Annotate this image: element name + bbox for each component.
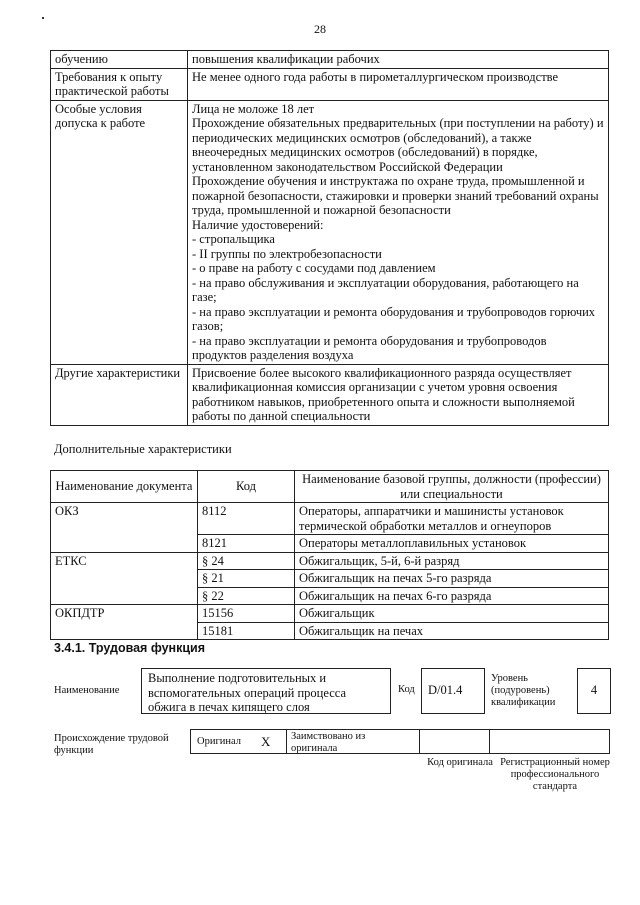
- additional-table: [50, 470, 609, 640]
- name-cell: Обжигальщик, 5-й, 6-й разряд: [295, 552, 609, 570]
- row-label: Особые условия допуска к работе: [51, 100, 188, 364]
- code-cell: § 24: [198, 552, 295, 570]
- row-label: обучению: [51, 51, 188, 69]
- original-code-caption: Код оригинала: [427, 757, 493, 768]
- original-code-cell: [420, 730, 490, 753]
- row-value: [188, 100, 609, 364]
- borrowed-label: Заимствовано из оригинала: [291, 731, 366, 754]
- value-line: Присвоение более высокого квалификационного разряда осуществляет квалификационная комиссия организации с учетом уровня освоения работником навыков, приобретенного опыта и сложности выполняемой работы по данной специальности: [192, 365, 575, 423]
- original-cell: [191, 730, 287, 753]
- header-name: Наименование базовой группы, должности (профессии) или специальности: [295, 471, 609, 503]
- additional-title: Дополнительные характеристики: [54, 442, 232, 456]
- value-line: - стропальщика: [192, 232, 275, 246]
- row-label: Требования к опыту практической работы: [51, 68, 188, 100]
- header-code: Код: [198, 471, 295, 503]
- name-cell: Обжигальщик на печах: [295, 622, 609, 640]
- table-row: [51, 605, 609, 623]
- value-line: - на право эксплуатации и ремонта оборудования и трубопроводов горючих газов;: [192, 304, 596, 333]
- code-cell: 15156: [198, 605, 295, 623]
- reg-number-caption: Регистрационный номер профессионального стандарта: [500, 757, 610, 792]
- table-row: [51, 552, 609, 570]
- borrowed-cell: [287, 730, 420, 753]
- name-cell: Обжигальщик на печах 6-го разряда: [295, 587, 609, 605]
- row-label: Другие характеристики: [51, 364, 188, 425]
- origin-label: Происхождение трудовой функции: [54, 733, 169, 756]
- origin-row: [190, 729, 610, 754]
- scan-speck: [42, 17, 44, 19]
- value-line: Не менее одного года работы в пирометаллургическом производстве: [192, 69, 559, 84]
- doc-cell: ЕТКС: [51, 552, 198, 605]
- value-line: - на право эксплуатации и ремонта оборудования и трубопроводов продуктов разделения воздуха: [192, 333, 547, 362]
- value-line: Наличие удостоверений:: [192, 217, 324, 232]
- section-title: 3.4.1. Трудовая функция: [54, 641, 206, 655]
- table-row: [51, 503, 609, 535]
- original-mark: X: [261, 734, 271, 749]
- name-cell: Обжигальщик: [295, 605, 609, 623]
- code-cell: § 22: [198, 587, 295, 605]
- name-cell: Обжигальщик на печах 5-го разряда: [295, 570, 609, 588]
- table-row: [51, 364, 609, 425]
- name-cell: Операторы, аппаратчики и машинисты установок термической обработки металлов и огнеупоров: [295, 503, 609, 535]
- function-name-label: Наименование: [54, 685, 120, 696]
- level-box: 4: [577, 668, 611, 714]
- table-row: [51, 51, 609, 69]
- doc-cell: ОКПДТР: [51, 605, 198, 640]
- value-line: Лица не моложе 18 лет: [192, 101, 315, 116]
- name-cell: Операторы металлоплавильных установок: [295, 535, 609, 553]
- value-line: Прохождение обучения и инструктажа по охране труда, промышленной и пожарной безопасности, стажировки и проверки знаний требований охраны труда, промышленной и пожарной безопасности: [192, 174, 599, 217]
- code-cell: § 21: [198, 570, 295, 588]
- function-name-box: Выполнение подготовительных и вспомогательных операций процесса обжига в печах кипящего слоя: [141, 668, 391, 714]
- row-value: [188, 51, 609, 69]
- table-row: [51, 68, 609, 100]
- page-number: 28: [314, 22, 326, 36]
- table-header-row: [51, 471, 609, 503]
- code-box: D/01.4: [421, 668, 485, 714]
- main-table: [50, 50, 609, 426]
- code-cell: 15181: [198, 622, 295, 640]
- level-label: Уровень (подуровень) квалификации: [491, 673, 556, 708]
- original-label: Оригинал: [197, 736, 241, 747]
- row-value: [188, 364, 609, 425]
- table-row: [51, 100, 609, 364]
- code-cell: 8112: [198, 503, 295, 535]
- value-line: Прохождение обязательных предварительных (при поступлении на работу) и периодических медицинских осмотров (обследований), а также внеочередных медицинских осмотров (обследований) в порядке, установленном законодательством Российской Федерации: [192, 116, 604, 174]
- doc-cell: ОКЗ: [51, 503, 198, 553]
- value-line: - на право обслуживания и эксплуатации оборудования, работающего на газе;: [192, 275, 579, 304]
- code-cell: 8121: [198, 535, 295, 553]
- value-line: повышения квалификации рабочих: [192, 52, 380, 66]
- header-doc: Наименование документа: [51, 471, 198, 503]
- row-value: [188, 68, 609, 100]
- value-line: - о праве на работу с сосудами под давлением: [192, 261, 436, 275]
- code-label: Код: [398, 684, 415, 695]
- value-line: - II группы по электробезопасности: [192, 246, 382, 261]
